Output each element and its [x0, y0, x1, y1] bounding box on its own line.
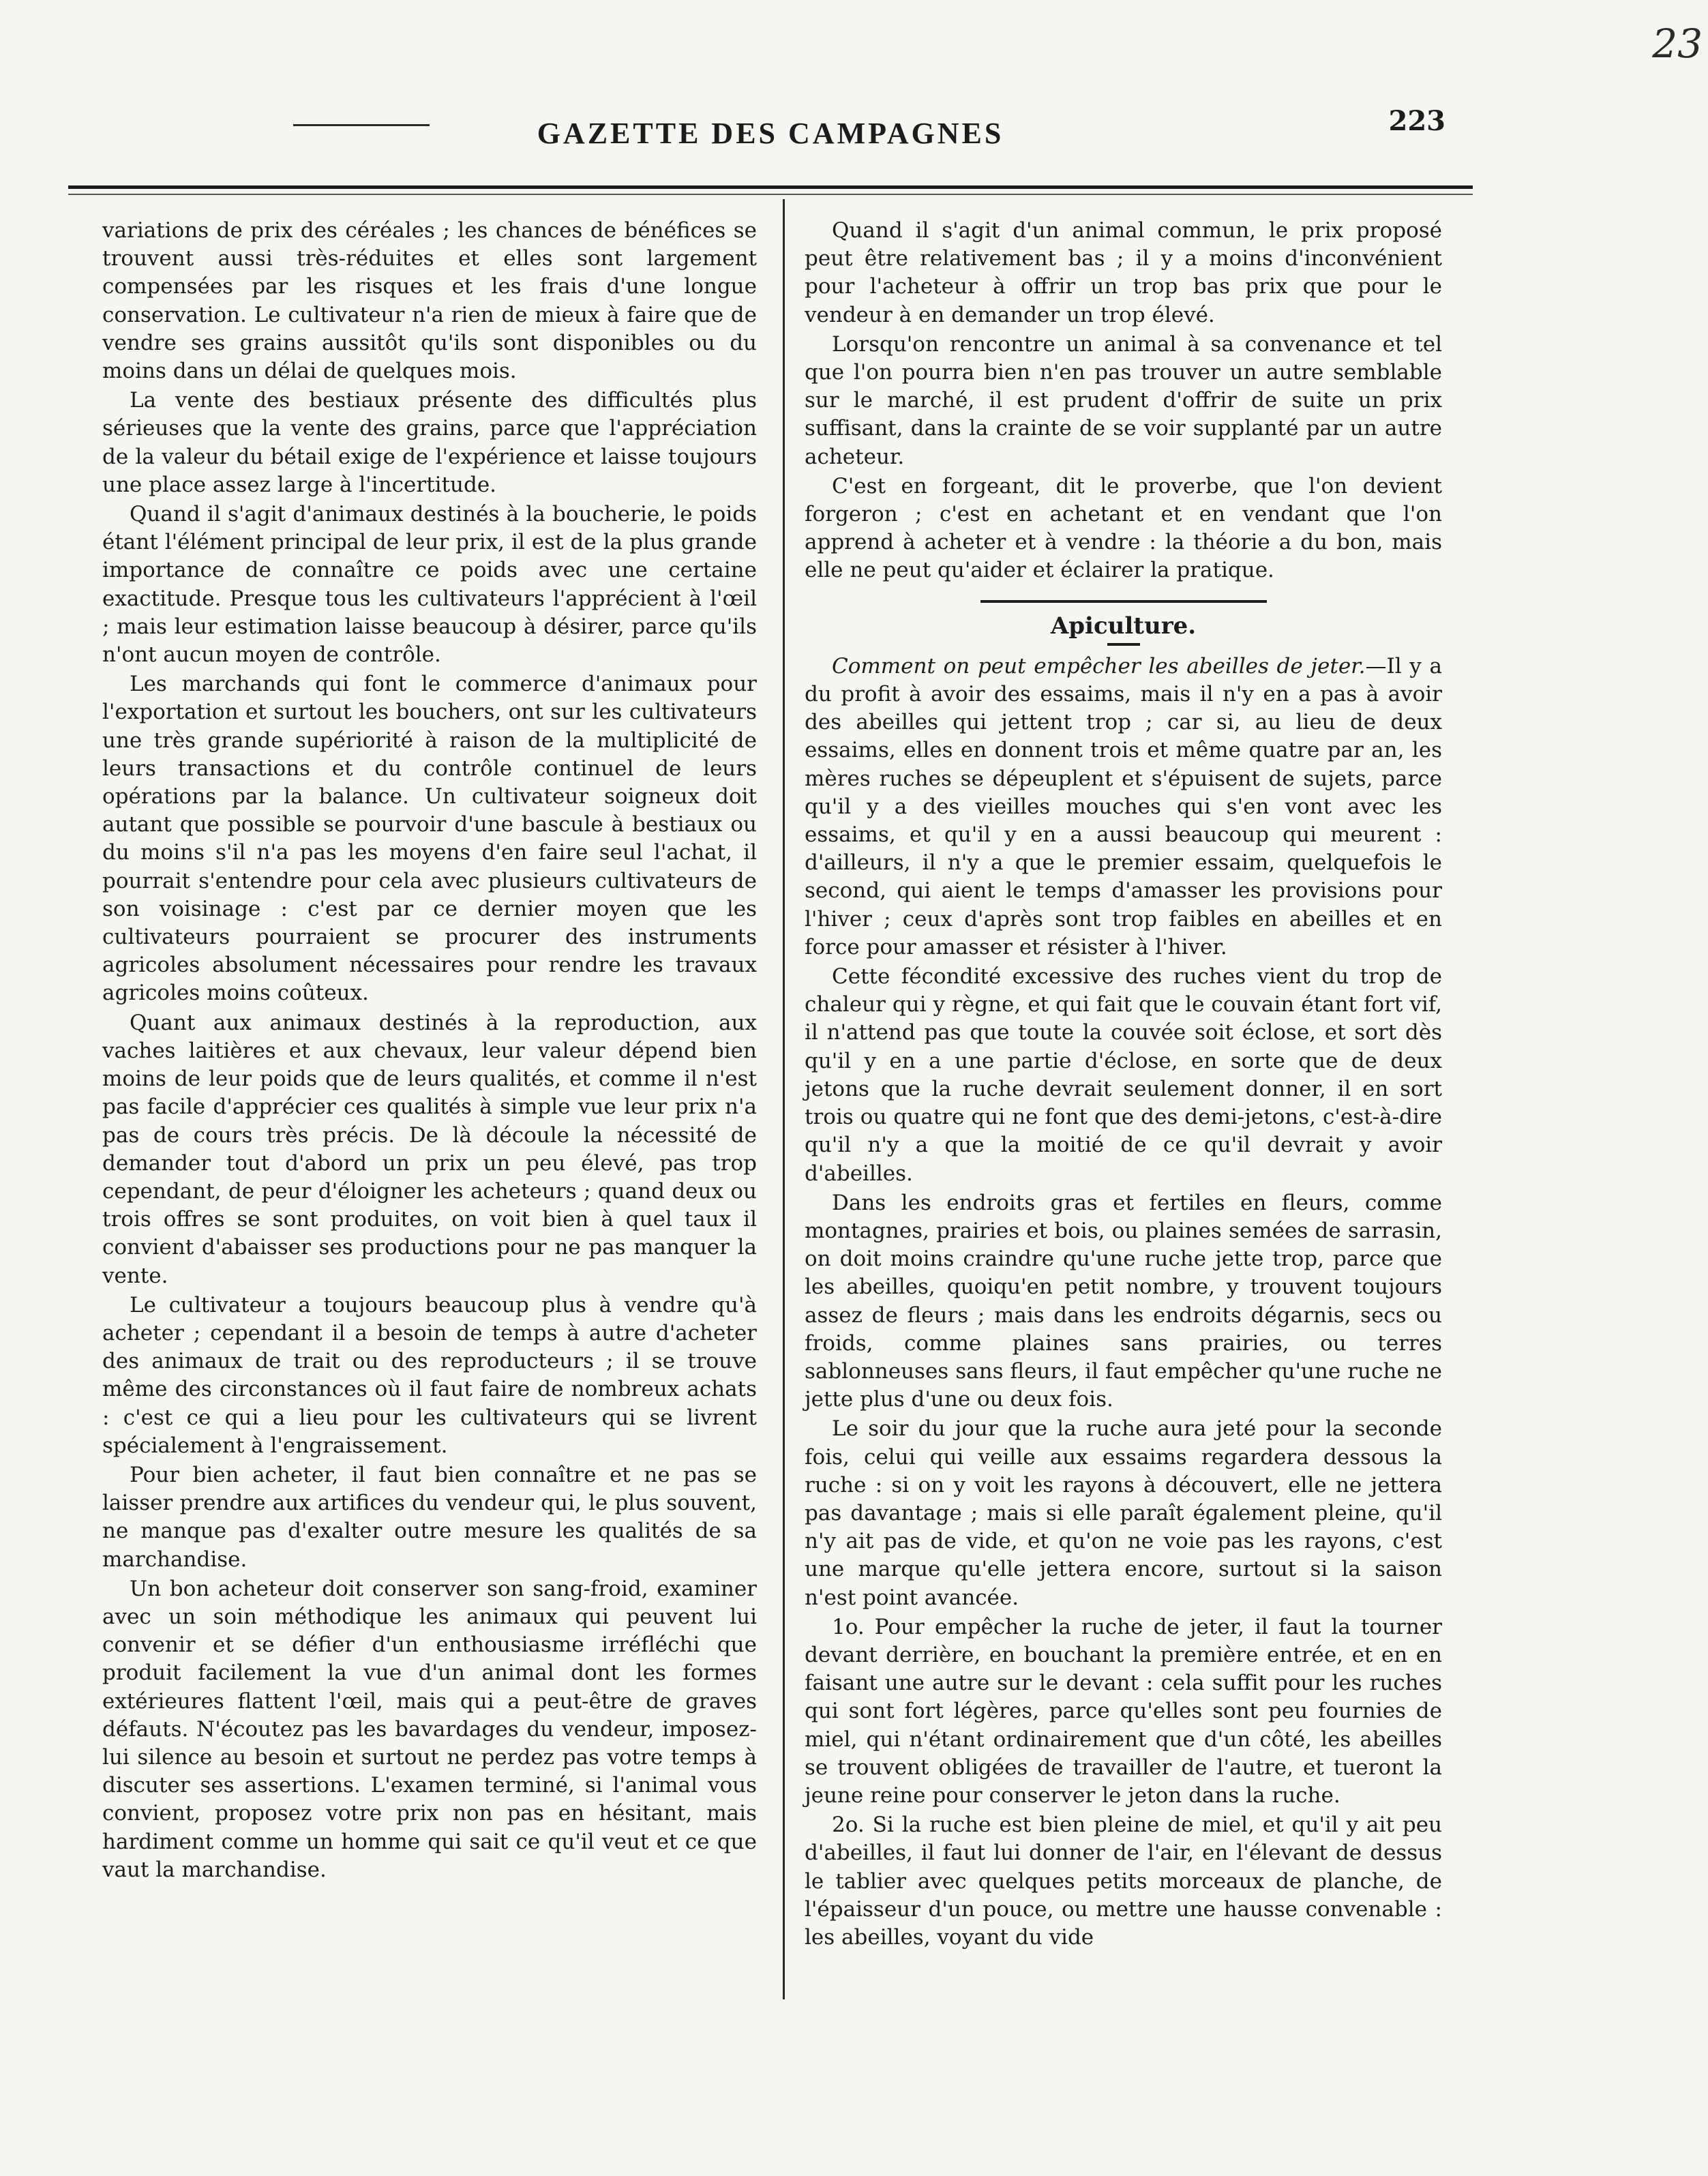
left-column — [102, 217, 757, 1884]
paragraph: Lorsqu'on rencontre un animal à sa convenance et tel que l'on pourra bien n'en pas trouver un autre semblable sur le marché, il est prudent d'offrir de suite un prix suffisant, dans la crainte de se voir supplanté par un autre acheteur. — [805, 331, 1442, 469]
paragraph: La vente des bestiaux présente des difficultés plus sérieuses que la vente des grains, parce que l'appréciation de la valeur du bétail exige de l'expérience et laisse toujours une place assez large à l'incertitude. — [102, 388, 757, 497]
publication-title: GAZETTE DES CAMPAGNES — [537, 117, 1004, 150]
paragraph: Cette fécondité excessive des ruches vient du trop de chaleur qui y règne, et qui fait que le couvain étant fort vif, il n'attend pas que toute la couvée soit éclose, et sort dès qu'il y en a une partie d'éclose, en sorte que de deux jetons que la ruche devrait seulement donner, il en sort trois ou quatre qui ne font que des demi-jetons, c'est-à-dire qu'il n'y a que la moitié de ce qu'il devrait y avoir d'abeilles. — [805, 964, 1442, 1186]
header-rule-thin — [68, 194, 1473, 195]
right-column — [805, 217, 1442, 1952]
paragraph: 2o. Si la ruche est bien pleine de miel, et qu'il y ait peu d'abeilles, il faut lui donner de l'air, en l'élevant de dessus le tablier avec quelques petits morceaux de planche, de l'épaisseur d'un pouce, ou mettre une hausse convenable : les abeilles, voyant du vide — [805, 1813, 1442, 1950]
column-divider — [783, 199, 785, 1999]
paragraph: Dans les endroits gras et fertiles en fleurs, comme montagnes, prairies et bois, ou plaines semées de sarrasin, on doit moins craindre qu'une ruche jette trop, parce que les abeilles, quoiqu'en petit nombre, y trouvent toujours assez de fleurs ; mais dans les endroits dégarnis, secs ou froids, comme plaines sans prairies, ou terres sablonneuses sans fleurs, il faut empêcher qu'une ruche ne jette plus d'une ou deux fois. — [805, 1190, 1442, 1412]
section-heading: Apiculture. — [1050, 612, 1197, 640]
paragraph: variations de prix des céréales ; les chances de bénéfices se trouvent aussi très-réduites et elles sont largement compensées par les risques et les frais d'une longue conservation. Le cultivateur n'a rien de mieux à faire que de vendre ses grains aussitôt qu'ils sont disponibles ou du moins dans un délai de quelques mois. — [102, 218, 757, 384]
lead-italic-title: Comment on peut empêcher les abeilles de jeter. — [832, 653, 1366, 679]
paragraph: Quant aux animaux destinés à la reproduction, aux vaches laitières et aux chevaux, leur valeur dépend bien moins de leur poids que de leurs qualités, et comme il n'est pas facile d'apprécier ces qualités à simple vue leur prix n'a pas de cours très précis. De là découle la nécessité de demander tout d'abord un prix un peu élevé, pas trop cependant, de peur d'éloigner les acheteurs ; quand deux ou trois offres se sont produites, on voit bien à quel taux il convient d'abaisser ses productions pour ne pas manquer la vente. — [102, 1010, 757, 1288]
lead-paragraph — [805, 653, 1442, 962]
edge-page-mark: 23 — [1652, 20, 1703, 67]
page-header — [68, 95, 1473, 170]
paragraph: Quand il s'agit d'animaux destinés à la boucherie, le poids étant l'élément principal de leur prix, il est de la plus grande importance de connaître ce poids avec une certaine exactitude. Presque tous les cultivateurs l'apprécient à l'œil ; mais leur estimation laisse beaucoup à désirer, parce qu'ils n'ont aucun moyen de contrôle. — [102, 502, 757, 668]
section-divider — [980, 600, 1267, 603]
paragraph: Les marchands qui font le commerce d'animaux pour l'exportation et surtout les bouchers, ont sur les cultivateurs une très grande supériorité à raison de la multiplicité de leurs transactions et du contrôle continuel de leurs opérations par la balance. Un cultivateur soigneux doit autant que possible se pourvoir d'une bascule à bestiaux ou du moins s'il n'a pas les moyens d'en faire seul l'achat, il pourrait s'entendre pour cela avec plusieurs cultivateurs de son voisinage : c'est par ce dernier moyen que les cultivateurs pourraient se procurer des instruments agricoles absolument nécessaires pour rendre les travaux agricoles moins coûteux. — [102, 672, 757, 1006]
lead-text: —Il y a du profit à avoir des essaims, mais il n'y en a pas à avoir des abeilles qui jettent trop ; car si, au lieu de deux essaims, elles en donnent trois et même quatre par an, les mères ruches se dépeuplent et s'épuisent de sujets, parce qu'il y a des vieilles mouches qui s'en vont avec les essaims, et qu'il y en a aussi beaucoup qui meurent : d'ailleurs, il n'y a que le premier essaim, quelquefois le second, qui aient le temps d'amasser les provisions pour l'hiver ; ceux d'après sont trop faibles en abeilles et en force pour amasser et résister à l'hiver. — [805, 653, 1442, 959]
page-number: 223 — [1388, 105, 1445, 137]
heading-dash — [1107, 643, 1140, 646]
paragraph: C'est en forgeant, dit le proverbe, que l'on devient forgeron ; c'est en achetant et en vendant que l'on apprend à acheter et à vendre : la théorie a du bon, mais elle ne peut qu'aider et éclairer la pratique. — [805, 473, 1442, 583]
paragraph: Pour bien acheter, il faut bien connaître et ne pas se laisser prendre aux artifices du vendeur qui, le plus souvent, ne manque pas d'exalter outre mesure les qualités de sa marchandise. — [102, 1462, 757, 1572]
paragraph: Un bon acheteur doit conserver son sang-froid, examiner avec un soin méthodique les animaux qui peuvent lui convenir et se défier d'un enthousiasme irréfléchi que produit facilement la vue d'un animal dont les formes extérieures flattent l'œil, mais qui a peut-être de graves défauts. N'écoutez pas les bavardages du vendeur, imposez-lui silence au besoin et surtout ne perdez pas votre temps à discuter ses assertions. L'examen terminé, si l'animal vous convient, proposez votre prix non pas en hésitant, mais hardiment comme un homme qui sait ce qu'il veut et ce que vaut la marchandise. — [102, 1576, 757, 1882]
header-rule — [68, 185, 1473, 189]
paragraph: Le soir du jour que la ruche aura jeté pour la seconde fois, celui qui veille aux essaims regardera dessous la ruche : si on y voit les rayons à découvert, elle ne jettera pas davantage ; mais si elle paraît également pleine, qu'il n'y ait pas de vide, et qu'on ne voie pas les rayons, c'est une marque qu'elle jettera encore, surtout si la saison n'est point avancée. — [805, 1416, 1442, 1610]
paragraph: 1o. Pour empêcher la ruche de jeter, il faut la tourner devant derrière, en bouchant la première entrée, et en en faisant une autre sur le devant : cela suffit pour les ruches qui sont fort légères, parce qu'elles sont peu fournies de miel, qui n'étant ordinairement que d'un côté, les abeilles se trouvent obligées de travailler de l'autre, et tueront la jeune reine pour conserver le jeton dans la ruche. — [805, 1614, 1442, 1808]
paragraph: Quand il s'agit d'un animal commun, le prix proposé peut être relativement bas ; il y a moins d'inconvénient pour l'acheteur à offrir un trop bas prix que pour le vendeur à en demander un trop élevé. — [805, 218, 1442, 327]
paragraph: Le cultivateur a toujours beaucoup plus à vendre qu'à acheter ; cependant il a besoin de temps à autre d'acheter des animaux de trait ou des reproducteurs ; il se trouve même des circonstances où il faut faire de nombreux achats : c'est ce qui a lieu pour les cultivateurs qui se livrent spécialement à l'engraissement. — [102, 1292, 757, 1458]
